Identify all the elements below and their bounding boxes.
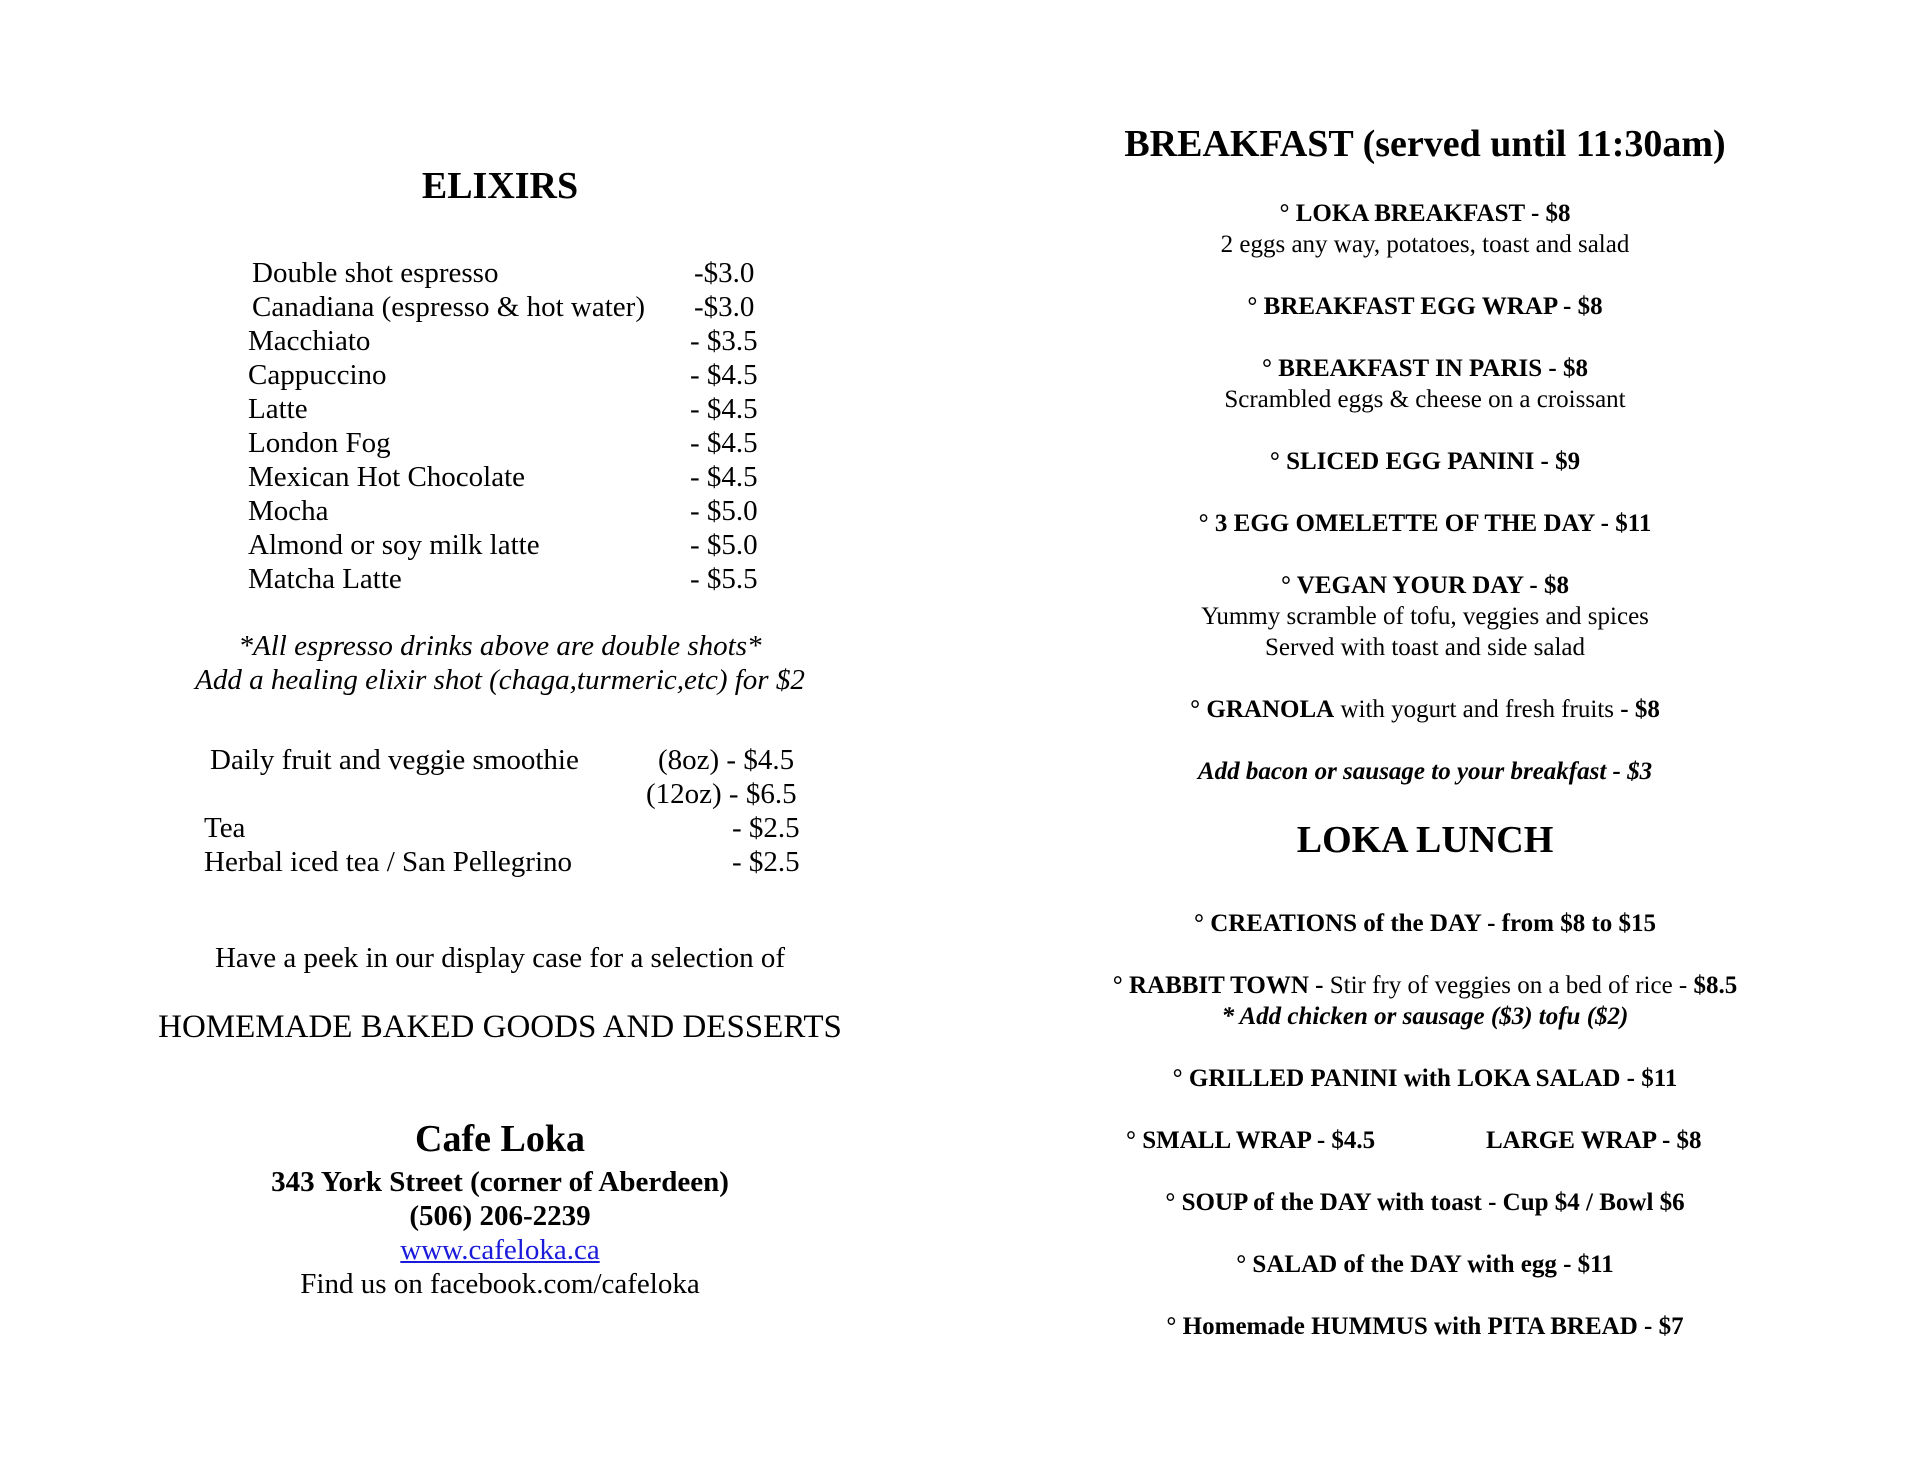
display-case-text: Have a peek in our display case for a selection of — [214, 942, 786, 974]
menu-item: ° SOUP of the DAY with toast - Cup $4 / Bowl $6 — [1165, 1189, 1685, 1216]
elixir-shot-note: Add a healing elixir shot (chaga,turmeric,etc) for $2 — [195, 664, 805, 696]
drink-name: Double shot espresso — [252, 257, 499, 289]
granola-label: ° GRANOLA — [1190, 696, 1335, 723]
cafe-facebook: Find us on facebook.com/cafeloka — [300, 1268, 700, 1300]
menu-item-desc: Yummy scramble of tofu, veggies and spices — [1201, 603, 1649, 630]
drink-name: Mexican Hot Chocolate — [248, 461, 526, 493]
drink-price: - $4.5 — [690, 359, 758, 391]
cafe-phone: (506) 206-2239 — [409, 1200, 591, 1232]
menu-item: ° SALAD of the DAY with egg - $11 — [1236, 1251, 1614, 1278]
menu-item: ° 3 EGG OMELETTE OF THE DAY - $11 — [1198, 510, 1652, 537]
rabbit-town-label: ° RABBIT TOWN - — [1112, 972, 1324, 999]
tea-price: - $2.5 — [732, 812, 800, 844]
iced-tea-price: - $2.5 — [732, 846, 800, 878]
homemade-goods-heading: HOMEMADE BAKED GOODS AND DESSERTS — [158, 1009, 842, 1045]
drink-name: Almond or soy milk latte — [248, 529, 540, 561]
granola-price: - $8 — [1620, 696, 1660, 723]
breakfast-addon: Add bacon or sausage to your breakfast - $3 — [1197, 758, 1653, 785]
menu-item: ° BREAKFAST EGG WRAP - $8 — [1247, 293, 1603, 320]
menu-item: ° LOKA BREAKFAST - $8 — [1279, 200, 1571, 227]
smoothie-price-12oz: (12oz) - $6.5 — [646, 778, 797, 810]
large-wrap-item: LARGE WRAP - $8 — [1486, 1127, 1702, 1154]
cafe-address: 343 York Street (corner of Aberdeen) — [271, 1166, 729, 1198]
iced-tea-name: Herbal iced tea / San Pellegrino — [204, 846, 573, 878]
drink-name: Canadiana (espresso & hot water) — [252, 291, 645, 323]
drink-price: -$3.0 — [694, 291, 755, 323]
rabbit-town-item — [1050, 972, 1800, 1000]
menu-item-desc: Served with toast and side salad — [1264, 634, 1586, 661]
rabbit-town-price: $8.5 — [1693, 972, 1738, 999]
cafe-website-link[interactable]: www.cafeloka.ca — [400, 1234, 600, 1266]
drink-price: -$3.0 — [694, 257, 755, 289]
granola-item — [1050, 696, 1800, 724]
drink-price: - $5.5 — [690, 563, 758, 595]
drink-price: - $3.5 — [690, 325, 758, 357]
menu-item: ° GRILLED PANINI with LOKA SALAD - $11 — [1172, 1065, 1678, 1092]
drink-price: - $5.0 — [690, 529, 758, 561]
drink-name: Cappuccino — [248, 359, 387, 391]
menu-item: ° VEGAN YOUR DAY - $8 — [1280, 572, 1570, 599]
menu-item: ° CREATIONS of the DAY - from $8 to $15 — [1193, 910, 1657, 937]
rabbit-town-addon: * Add chicken or sausage ($3) tofu ($2) — [1221, 1003, 1629, 1030]
granola-desc: with yogurt and fresh fruits — [1334, 696, 1621, 723]
drink-price: - $5.0 — [690, 495, 758, 527]
menu-item: ° Homemade HUMMUS with PITA BREAD - $7 — [1166, 1313, 1684, 1340]
drink-name: Latte — [248, 393, 308, 425]
rabbit-town-desc: Stir fry of veggies on a bed of rice - — [1323, 972, 1694, 999]
drink-price: - $4.5 — [690, 461, 758, 493]
espresso-note: *All espresso drinks above are double shots* — [238, 630, 762, 662]
elixirs-title: ELIXIRS — [421, 165, 579, 207]
smoothie-name: Daily fruit and veggie smoothie — [210, 744, 579, 776]
drink-name: Mocha — [248, 495, 329, 527]
drink-price: - $4.5 — [690, 427, 758, 459]
smoothie-price-8oz: (8oz) - $4.5 — [658, 744, 795, 776]
tea-name: Tea — [204, 812, 246, 844]
menu-item-desc: 2 eggs any way, potatoes, toast and salad — [1220, 231, 1630, 258]
drink-name: London Fog — [248, 427, 391, 459]
small-wrap-item: ° SMALL WRAP - $4.5 — [1126, 1127, 1376, 1154]
menu-item: ° BREAKFAST IN PARIS - $8 — [1261, 355, 1588, 382]
drink-price: - $4.5 — [690, 393, 758, 425]
lunch-title: LOKA LUNCH — [1296, 819, 1554, 861]
breakfast-title: BREAKFAST (served until 11:30am) — [1124, 123, 1726, 165]
drink-name: Macchiato — [248, 325, 371, 357]
drink-name: Matcha Latte — [248, 563, 402, 595]
menu-item: ° SLICED EGG PANINI - $9 — [1269, 448, 1581, 475]
cafe-name: Cafe Loka — [415, 1118, 585, 1160]
menu-item-desc: Scrambled eggs & cheese on a croissant — [1224, 386, 1626, 413]
